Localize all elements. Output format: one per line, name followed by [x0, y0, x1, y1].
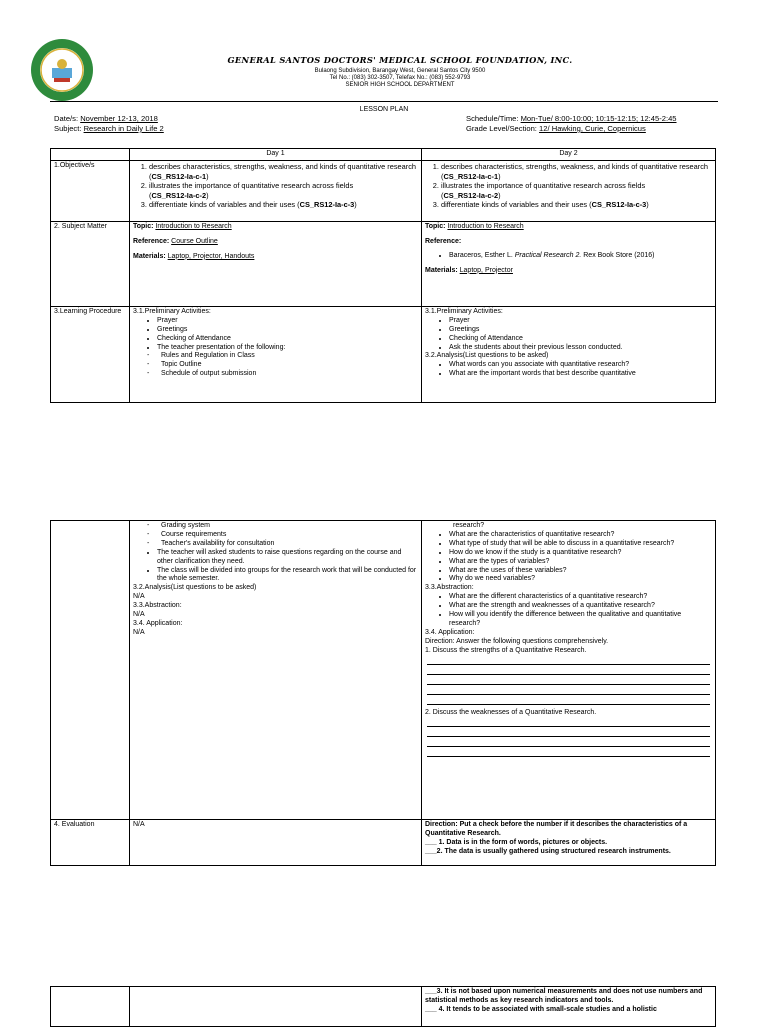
- answer-line[interactable]: [427, 748, 710, 757]
- answer-line[interactable]: [427, 738, 710, 747]
- day1-subject-matter: Topic: Introduction to Research Reference: Course Outline Materials: Laptop, Projector, Handouts: [130, 221, 422, 306]
- day1-procedure-part2: - Grading system - Course requirements - Teacher's availability for consultation • The teacher will asked students to raise questions regarding on the course and other clarification they need. • The class will be divided into groups for the research work that will be conducted for the whole semester. 3.2.Analysis(List questions to be asked) N/A 3.3.Abstraction: N/A 3.4. Application: N/A: [130, 521, 422, 820]
- subject-value: Research in Daily Life 2: [83, 124, 164, 133]
- day2-evaluation-part2: ___3. It is not based upon numerical measurements and does not use numbers and statistical methods as key research indicators and tools. ___ 4. It tends to be associated with small-scale studies and a holistic: [422, 987, 716, 1027]
- day2-evaluation-part1: Direction: Put a check before the number if it describes the characteristics of a Quantitative Research. ___ 1. Data is in the form of words, pictures or objects. ___2. The data is usually gathered using structured research instruments.: [422, 820, 716, 866]
- day2-header: Day 2: [422, 149, 716, 161]
- lesson-table-page2: [50, 520, 716, 866]
- row-label-evaluation: 4. Evaluation: [51, 820, 130, 866]
- day2-procedure-part2: research? • What are the characteristics of quantitative research? • What type of study that will be able to discuss in a quantitative research? • How do we know if the study is a quantitative research? • What are the types of variables? • What are the uses of these variables? • Why do we need variables? 3.3.Abstraction: • What are the different characteristics of a quantitative research? • What are the strength and weaknesses of a quantitative research? • How will you identify the difference between the qualitative and quantitative research? 3.4. Application: Direction: Answer the following questions comprehensively. 1. Discuss the strengths of a Quantitative Research. 2. Discuss the weaknesses of a Quantitative Research.: [422, 521, 716, 820]
- row-label-objectives: 1.Objective/s: [51, 160, 130, 221]
- day1-evaluation: N/A: [130, 820, 422, 866]
- application-question-1: 1. Discuss the strengths of a Quantitative Research.: [425, 646, 587, 654]
- lesson-table-page3: [50, 986, 716, 1027]
- lesson-table-page1: [50, 148, 716, 403]
- dates-value: November 12-13, 2018: [80, 114, 158, 123]
- answer-line[interactable]: [427, 686, 710, 695]
- doc-title: LESSON PLAN: [359, 106, 409, 113]
- day1-header: Day 1: [130, 149, 422, 161]
- school-department: SENIOR HIGH SCHOOL DEPARTMENT: [345, 82, 455, 88]
- school-tel: Tel No.: (083) 302-3507, Telefax No.: (083) 552-9793: [329, 75, 471, 81]
- answer-line[interactable]: [427, 718, 710, 727]
- school-name: GENERAL SANTOS DOCTORS' MEDICAL SCHOOL FOUNDATION, INC.: [227, 55, 573, 65]
- grade-value: 12/ Hawking, Curie, Copernicus: [539, 124, 646, 133]
- answer-line[interactable]: [427, 696, 710, 705]
- schedule-value: Mon-Tue/ 8:00-10:00; 10:15-12:15; 12:45-2:45: [520, 114, 677, 123]
- subject-label: Subject:: [54, 124, 82, 133]
- answer-line[interactable]: [427, 656, 710, 665]
- school-address: Bulaong Subdivision, Barangay West, General Santos City 9500: [314, 68, 486, 74]
- day1-objectives: 1. describes characteristics, strengths, weakness, and kinds of quantitative research (CS_RS12-Ia-c-1) 2. illustrates the importance of quantitative research across fields (CS_RS12-Ia-c-2) 3. differentiate kinds of variables and their uses (CS_RS12-Ia-c-3): [130, 160, 422, 221]
- dates-label: Date/s:: [54, 114, 79, 123]
- answer-line[interactable]: [427, 728, 710, 737]
- row-label-subject-matter: 2. Subject Matter: [51, 221, 130, 306]
- day2-procedure-part1: 3.1.Preliminary Activities: • Prayer • Greetings • Checking of Attendance • Ask the students about their previous lesson conducted. 3.2.Analysis(List questions to be asked) • What words can you associate with quantitative research? • What are the important words that best describe quantitative: [422, 306, 716, 402]
- day2-objectives: 1. describes characteristics, strengths, weakness, and kinds of quantitative research (CS_RS12-Ia-c-1) 2. illustrates the importance of quantitative research across fields (CS_RS12-Ia-c-2) 3. differentiate kinds of variables and their uses (CS_RS12-Ia-c-3): [422, 160, 716, 221]
- schedule-label: Schedule/Time:: [466, 114, 519, 123]
- school-logo: [30, 38, 94, 102]
- application-question-2: 2. Discuss the weaknesses of a Quantitative Research.: [425, 708, 597, 716]
- grade-label: Grade Level/Section:: [466, 124, 537, 133]
- answer-line[interactable]: [427, 676, 710, 685]
- day2-subject-matter: Topic: Introduction to Research Reference: • Baraceros, Esther L. Practical Research 2. Rex Book Store (2016) Materials: Laptop, Projector: [422, 221, 716, 306]
- day1-procedure-part1: 3.1.Preliminary Activities: • Prayer • Greetings • Checking of Attendance • The teacher presentation of the following: - Rules and Regulation in Class - Topic Outline - Schedule of output submission: [130, 306, 422, 402]
- row-label-learning-procedure: 3.Learning Procedure: [51, 306, 130, 402]
- header-rule: [50, 101, 718, 102]
- answer-line[interactable]: [427, 666, 710, 675]
